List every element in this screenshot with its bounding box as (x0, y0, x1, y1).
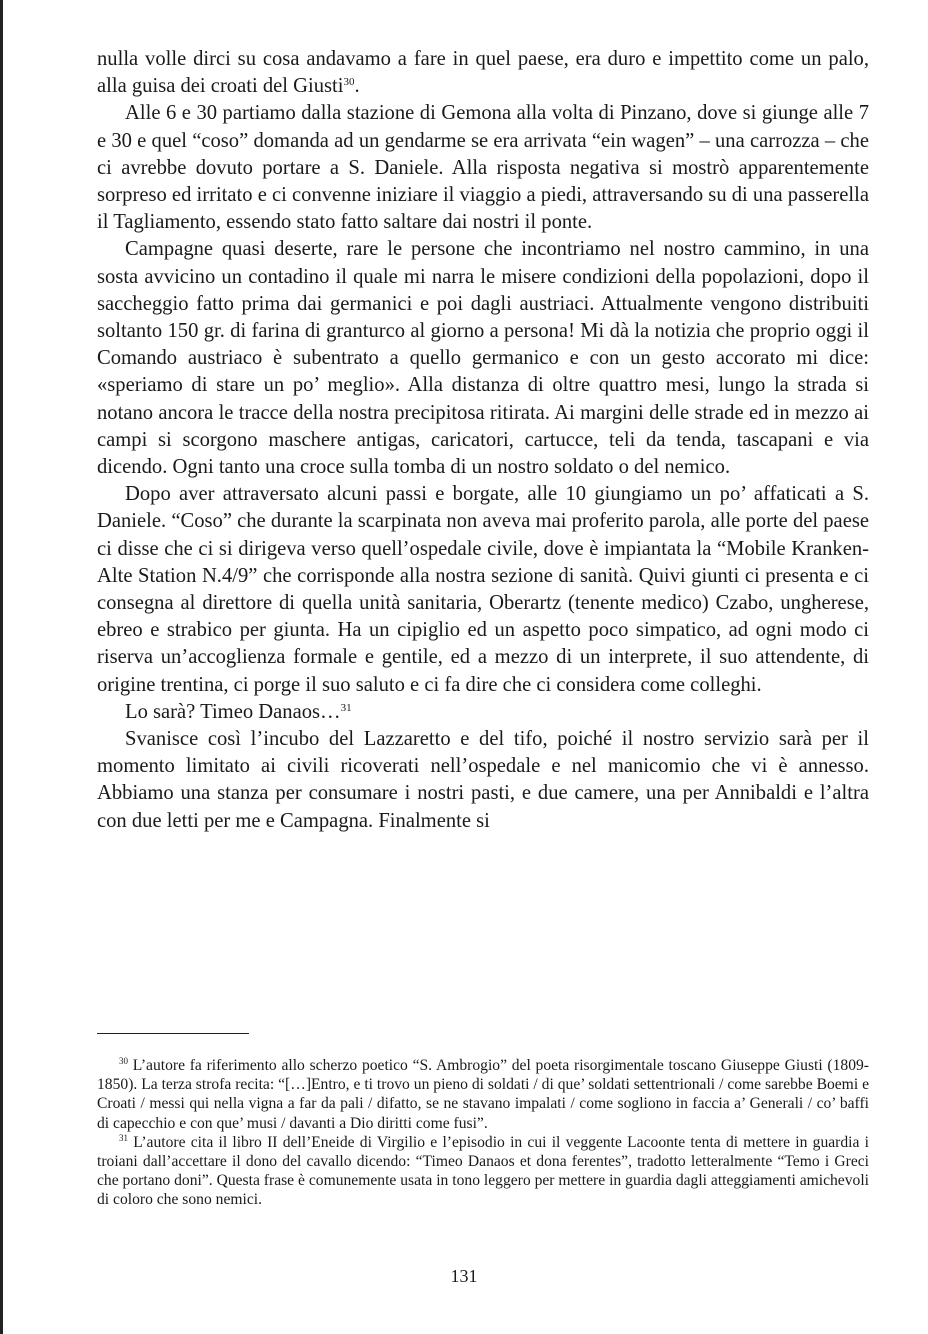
body-text (97, 46, 869, 835)
paragraph-3: Campagne quasi deserte, rare le persone che incontriamo nel nostro cammino, in una sosta avvicino un contadino il quale mi narra le misere condizioni della popolazioni, dopo il saccheggio fatto prima dai germanici e poi dagli austriaci. Attualmente vengono distribuiti soltanto 150 gr. di farina di granturco al giorno a persona! Mi dà la notizia che proprio oggi il Comando austriaco è subentrato a quello germanico e con un gesto accorato mi dice: «speriamo di stare un po’ meglio». Alla distanza di oltre quattro mesi, lungo la strada si notano ancora le tracce della nostra precipitosa ritirata. Ai margini delle strade ed in mezzo ai campi si scorgono maschere antigas, caricatori, cartucce, teli da tenda, tascapani e via dicendo. Ogni tanto una croce sulla tomba di un nostro soldato o del nemico. (97, 238, 869, 479)
footnote-30 (97, 1056, 869, 1133)
footnote-30-number: 30 (119, 1056, 128, 1066)
footnote-ref-30: 30 (343, 76, 355, 89)
paragraph-1-period: . (354, 75, 360, 98)
footnote-separator (97, 1033, 249, 1034)
footnote-30-text: L’autore fa riferimento allo scherzo poetico “S. Ambrogio” del poeta risorgimentale toscano Giuseppe Giusti (1809-1850). La terza strofa recita: “[…]Entro, e ti trovo un pieno di soldati / di que’ soldati settentrionali / come sarebbe Boemi e Croati / messi qui nella vigna a far da pali / difatto, se ne stavano impalati / come sogliono in faccia a’ Generali / co’ baffi di capecchio e con que’ musi / davanti a Dio diritti come fusi”. (97, 1057, 870, 1132)
footnote-31-number: 31 (119, 1132, 128, 1143)
page-edge (0, 0, 3, 1334)
paragraph-6: Svanisce così l’incubo del Lazzaretto e del tifo, poiché il nostro servizio sarà per il momento limitato ai civili ricoverati nell’ospedale e nel manicomio che vi è annesso. Abbiamo una stanza per consumare i nostri pasti, e due camere, una per Annibaldi e l’altra con due letti per me e Campagna. Finalmente si (97, 728, 869, 832)
paragraph-1 (97, 46, 869, 100)
paragraph-5 (97, 699, 869, 726)
paragraph-1-text: nulla volle dirci su cosa andavamo a fare in quel paese, era duro e impettito come un palo, alla guisa dei croati del Giusti (97, 48, 869, 98)
footnote-31-text: L’autore cita il libro II dell’Eneide di Virgilio e l’episodio in cui il veggente Lacoonte tenta di mettere in guardia i troiani dall’accettare il dono del cavallo dicendo: “Timeo Danaos et dona ferentes”, tradotto letteralmente “Temo i Greci che portano doni”. Questa frase è comunemente usata in tono leggero per mettere in guardia dagli atteggiamenti amichevoli di coloro che sono nemici. (97, 1133, 870, 1209)
paragraph-5-text: Lo sarà? Timeo Danaos… (125, 700, 341, 723)
paragraph-2: Alle 6 e 30 partiamo dalla stazione di Gemona alla volta di Pinzano, dove si giunge alle 7 e 30 e quel “coso” domanda ad un gendarme se era arrivata “ein wagen” – una carrozza – che ci avrebbe dovuto portare a S. Daniele. Alla risposta negativa si mostrò apparentemente sorpreso ed irritato e ci convenne iniziare il viaggio a piedi, attraversando su di una passerella il Tagliamento, essendo stato fatto saltare dai nostri il ponte. (97, 102, 869, 234)
footnote-ref-31: 31 (340, 701, 352, 714)
footnotes (97, 1056, 869, 1210)
page-number: 131 (450, 1266, 478, 1286)
footnote-31 (97, 1133, 869, 1210)
paragraph-4: Dopo aver attraversato alcuni passi e borgate, alle 10 giungiamo un po’ affaticati a S. Daniele. “Coso” che durante la scarpinata non aveva mai proferito parola, alle porte del paese ci disse che ci si dirigeva verso quell’ospedale civile, dove è impiantata la “Mobile Kranken-Alte Station N.4/9” che corrisponde alla nostra sezione di sanità. Quivi giunti ci presenta e ci consegna al direttore di quella unità sanitaria, Oberartz (tenente medico) Czabo, ungherese, ebreo e strabico per giunta. Ha un cipiglio ed un aspetto poco simpatico, ad ogni modo ci riserva un’accoglienza formale e gentile, ed a mezzo di un interprete, il suo attendente, di origine trentina, ci porge il suo saluto e ci fa dire che ci considera come colleghi. (97, 483, 869, 696)
